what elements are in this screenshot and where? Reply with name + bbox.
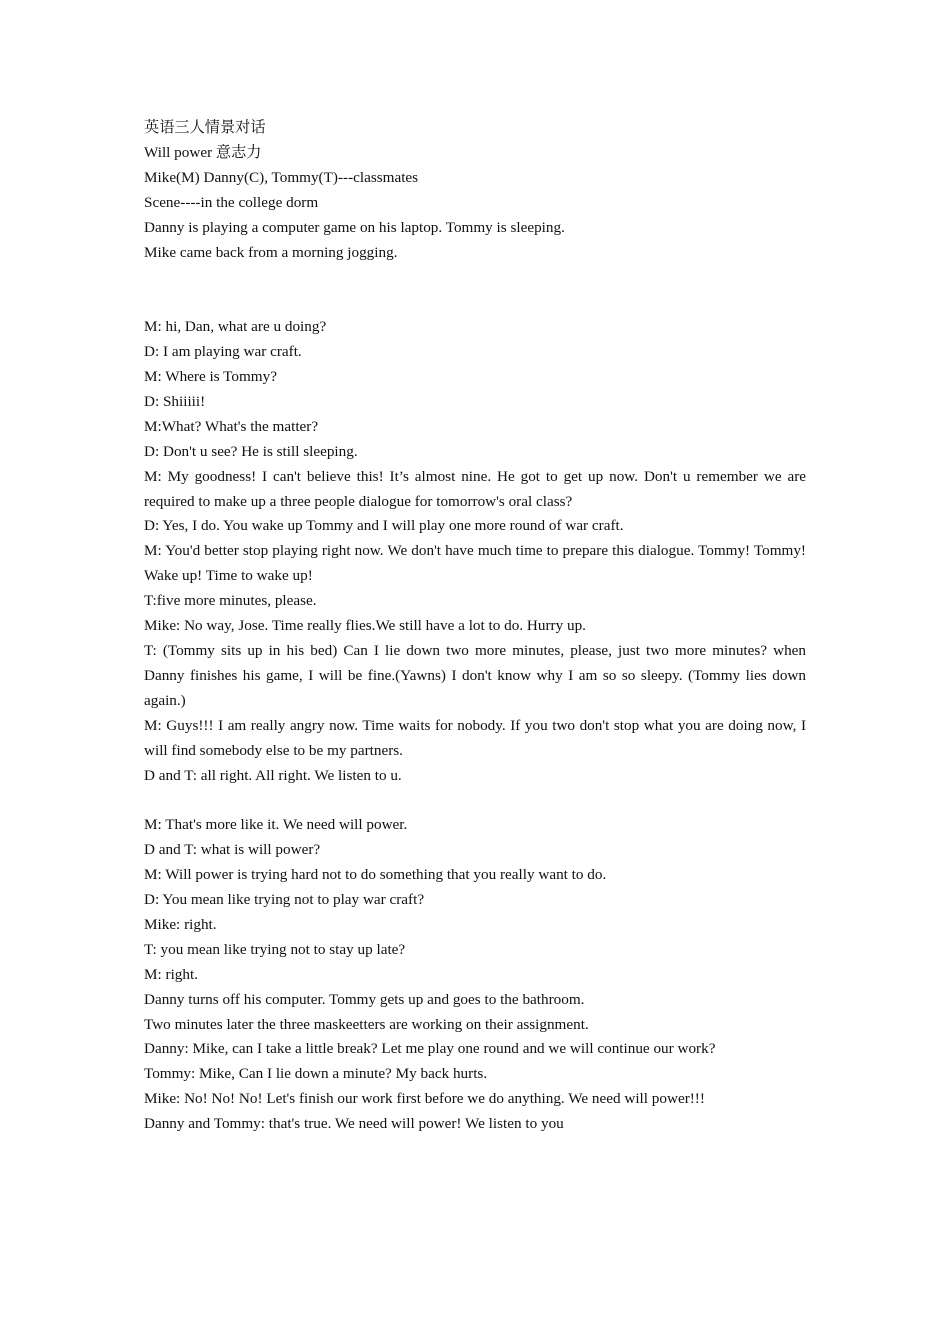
dialogue-line: Mike: No way, Jose. Time really flies.We still have a lot to do. Hurry up.: [144, 617, 586, 635]
blank-line: [144, 265, 806, 290]
dialogue-line: D: Shiiiii!: [144, 392, 206, 410]
dialogue-line: D: You mean like trying not to play war craft?: [144, 891, 425, 909]
dialogue-line: Mike: right.: [144, 915, 217, 933]
scene-description: Danny is playing a computer game on his laptop. Tommy is sleeping.: [144, 218, 565, 236]
document-body: [144, 116, 806, 1137]
dialogue-line: T:five more minutes, please.: [144, 592, 317, 610]
dialogue-line: D and T: all right. All right. We listen to u.: [144, 766, 402, 784]
blank-line: [144, 290, 806, 315]
scene-setting: Scene----in the college dorm: [144, 193, 319, 211]
dialogue-line: M: right.: [144, 965, 199, 983]
dialogue-line: Tommy: Mike, Can I lie down a minute? My back hurts.: [144, 1065, 488, 1083]
dialogue-line: M: That's more like it. We need will power.: [144, 816, 408, 834]
dialogue-line: D and T: what is will power?: [144, 841, 321, 859]
dialogue-line: Danny and Tommy: that's true. We need will power! We listen to you: [144, 1115, 564, 1133]
dialogue-line: Two minutes later the three maskeetters are working on their assignment.: [144, 1015, 589, 1033]
dialogue-line: M: You'd better stop playing right now. We don't have much time to prepare this dialogue. Tommy! Tommy! Wake up! Time to wake up!: [144, 542, 806, 585]
dialogue-line: T: (Tommy sits up in his bed) Can I lie down two more minutes, please, just two more minutes? when Danny finishes his game, I will be fine.(Yawns) I don't know why I am so so sleepy. (Tommy lies down again.): [144, 642, 806, 709]
blank-line: [144, 788, 806, 813]
dialogue-line: M: My goodness! I can't believe this! It’s almost nine. He got to get up now. Don't u remember we are required to make up a three people dialogue for tomorrow's oral class?: [144, 467, 806, 510]
dialogue-line: D: I am playing war craft.: [144, 343, 302, 361]
dialogue-line: M: Where is Tommy?: [144, 368, 277, 386]
dialogue-line: M: Guys!!! I am really angry now. Time waits for nobody. If you two don't stop what you are doing now, I will find somebody else to be my partners.: [144, 716, 806, 759]
dialogue-line: D: Don't u see? He is still sleeping.: [144, 442, 358, 460]
dialogue-line: M: hi, Dan, what are u doing?: [144, 318, 327, 336]
character-list: Mike(M) Danny(C), Tommy(T)---classmates: [144, 168, 419, 186]
dialogue-line: T: you mean like trying not to stay up late?: [144, 940, 406, 958]
document-title: 英语三人情景对话: [144, 119, 266, 136]
document-subtitle: Will power 意志力: [144, 143, 262, 161]
dialogue-line: Danny: Mike, can I take a little break? Let me play one round and we will continue our work?: [144, 1040, 716, 1058]
dialogue-line: D: Yes, I do. You wake up Tommy and I will play one more round of war craft.: [144, 517, 624, 535]
dialogue-line: M:What? What's the matter?: [144, 417, 319, 435]
dialogue-line: Mike: No! No! No! Let's finish our work first before we do anything. We need will power!!!: [144, 1090, 705, 1108]
scene-description: Mike came back from a morning jogging.: [144, 243, 398, 261]
dialogue-line: M: Will power is trying hard not to do something that you really want to do.: [144, 866, 607, 884]
dialogue-line: Danny turns off his computer. Tommy gets up and goes to the bathroom.: [144, 990, 585, 1008]
